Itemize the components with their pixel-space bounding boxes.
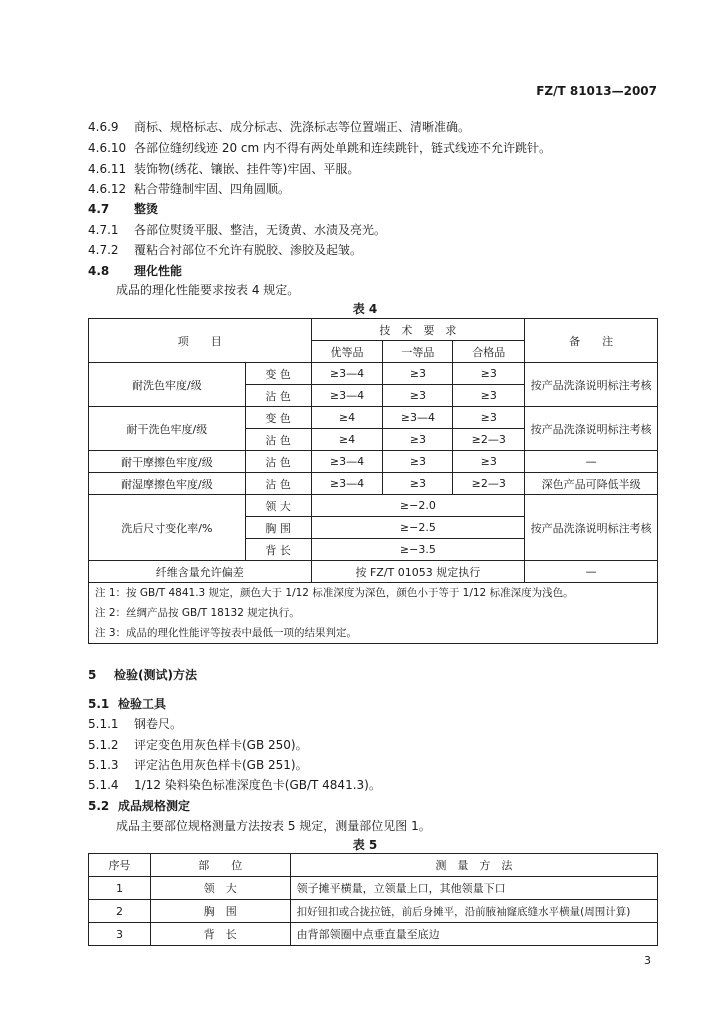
- cell-value: ≥3—4: [311, 473, 383, 495]
- clause: [88, 756, 308, 773]
- standard-number: FZ/T 81013—2007: [536, 84, 657, 98]
- clause-number: 5.1.2: [88, 738, 119, 752]
- header-tech-requirements: 技 术 要 求: [311, 319, 525, 341]
- cell-value: ≥3: [453, 363, 525, 385]
- cell-value: ≥3: [453, 451, 525, 473]
- row-item: 纤维含量允许偏差: [89, 561, 312, 583]
- clause-number: 5.1.1: [88, 717, 119, 731]
- row-sub: 领 大: [245, 495, 311, 517]
- cell-value: ≥2—3: [453, 429, 525, 451]
- clause: [88, 160, 359, 177]
- cell-value: ≥3—4: [383, 407, 453, 429]
- clause: [88, 715, 182, 732]
- row-item: 耐湿摩擦色牢度/级: [89, 473, 246, 495]
- section-heading: [88, 695, 166, 712]
- row-remark: 按产品洗涤说明标注考核: [525, 407, 658, 451]
- cell-part: 领 大: [150, 877, 290, 900]
- clause-text: 覆粘合衬部位不允许有脱胶、渗胶及起皱。: [134, 243, 363, 257]
- cell-value: ≥−3.5: [311, 539, 525, 561]
- clause-number: 4.7: [88, 202, 110, 216]
- section-heading: [88, 666, 197, 683]
- clause: [88, 180, 290, 197]
- clause-number: 4.6.10: [88, 141, 127, 155]
- clause-text: 整烫: [134, 202, 159, 216]
- table-note: 注 3：成品的理化性能评等按表中最低一项的结果判定。: [95, 627, 358, 639]
- clause: [88, 221, 386, 238]
- cell-value: ≥−2.5: [311, 517, 525, 539]
- cell-method: 由背部领圈中点垂直量至底边: [290, 923, 657, 946]
- header-method: 测 量 方 法: [290, 854, 657, 877]
- cell-value: ≥3: [383, 451, 453, 473]
- clause-text: 评定变色用灰色样卡(GB 250)。: [134, 738, 308, 752]
- cell-no: 2: [89, 900, 151, 923]
- section-heading: [88, 262, 182, 279]
- clause-text: 评定沾色用灰色样卡(GB 251)。: [134, 758, 308, 772]
- table-row: [89, 900, 658, 923]
- row-item: 洗后尺寸变化率/%: [89, 495, 246, 561]
- row-item: 耐干洗色牢度/级: [89, 407, 246, 451]
- header-part: 部 位: [150, 854, 290, 877]
- table-row: [89, 923, 658, 946]
- section-heading: [88, 797, 190, 814]
- table-note: 注 2：丝绸产品按 GB/T 18132 规定执行。: [95, 607, 300, 619]
- clause-number: 4.6.12: [88, 182, 127, 196]
- cell-value: 按 FZ/T 01053 规定执行: [311, 561, 525, 583]
- header-item: 项 目: [89, 319, 312, 363]
- clause-text: 商标、规格标志、成分标志、洗涤标志等位置端正、清晰准确。: [134, 120, 471, 134]
- clause-text: 粘合带缝制牢固、四角圆顺。: [134, 182, 291, 196]
- clause-text: 钢卷尺。: [134, 717, 183, 731]
- row-sub: 沾 色: [245, 385, 311, 407]
- header-grade-superior: 优等品: [311, 341, 383, 363]
- row-sub: 胸 围: [245, 517, 311, 539]
- clause: [88, 139, 551, 156]
- clause-number: 4.6.11: [88, 162, 127, 176]
- row-sub: 变 色: [245, 363, 311, 385]
- cell-part: 胸 围: [150, 900, 290, 923]
- cell-value: ≥3: [383, 385, 453, 407]
- header-remark: 备 注: [525, 319, 658, 363]
- cell-value: ≥3: [383, 429, 453, 451]
- section-heading: [88, 200, 158, 217]
- clause: [88, 241, 362, 258]
- row-sub: 沾 色: [245, 429, 311, 451]
- cell-method: 领子摊平横量，立领量上口，其他领量下口: [290, 877, 657, 900]
- clause-text: 各部位熨烫平服、整洁，无烫黄、水渍及亮光。: [134, 223, 387, 237]
- cell-value: ≥3: [383, 473, 453, 495]
- clause: [88, 776, 381, 793]
- paragraph: 成品主要部位规格测量方法按表 5 规定，测量部位见图 1。: [116, 819, 431, 833]
- row-item: 耐洗色牢度/级: [89, 363, 246, 407]
- cell-part: 背 长: [150, 923, 290, 946]
- clause-number: 4.7.2: [88, 243, 119, 257]
- cell-value: ≥4: [311, 407, 383, 429]
- clause-text: 检验工具: [118, 697, 167, 711]
- clause-text: 装饰物(绣花、镶嵌、挂件等)牢固、平服。: [134, 162, 360, 176]
- cell-value: ≥3: [453, 407, 525, 429]
- page-number: 3: [644, 954, 651, 967]
- clause-number: 5.2: [88, 799, 110, 813]
- row-sub: 变 色: [245, 407, 311, 429]
- table-4: [88, 318, 658, 644]
- row-remark: 按产品洗涤说明标注考核: [525, 495, 658, 561]
- cell-method: 扣好钮扣或合拢拉链，前后身摊平，沿前腋袖窿底缝水平横量(周围计算): [290, 900, 657, 923]
- cell-value: ≥−2.0: [311, 495, 525, 517]
- clause-number: 5: [88, 668, 97, 682]
- cell-no: 1: [89, 877, 151, 900]
- clause-number: 4.8: [88, 264, 110, 278]
- clause-number: 5.1.4: [88, 778, 119, 792]
- header-grade-qualified: 合格品: [453, 341, 525, 363]
- clause-text: 1/12 染料染色标准深度色卡(GB/T 4841.3)。: [134, 778, 381, 792]
- row-remark: —: [525, 561, 658, 583]
- clause-text: 检验(测试)方法: [114, 668, 197, 682]
- clause-number: 5.1.3: [88, 758, 119, 772]
- clause: [88, 118, 470, 135]
- clause-text: 理化性能: [134, 264, 183, 278]
- cell-value: ≥3—4: [311, 385, 383, 407]
- clause: [88, 736, 308, 753]
- table-notes: [89, 583, 658, 644]
- cell-value: ≥4: [311, 429, 383, 451]
- row-sub: 沾 色: [245, 451, 311, 473]
- table-5: [88, 853, 658, 946]
- table-5-caption: 表 5: [352, 838, 378, 852]
- cell-value: ≥3—4: [311, 451, 383, 473]
- clause-text: 各部位缝纫线迹 20 cm 内不得有两处单跳和连续跳针，链式线迹不允许跳针。: [134, 141, 552, 155]
- header-grade-first: 一等品: [383, 341, 453, 363]
- row-item: 耐干摩擦色牢度/级: [89, 451, 246, 473]
- cell-no: 3: [89, 923, 151, 946]
- row-remark: —: [525, 451, 658, 473]
- paragraph: 成品的理化性能要求按表 4 规定。: [116, 283, 300, 297]
- clause-number: 4.6.9: [88, 120, 119, 134]
- clause-text: 成品规格测定: [118, 799, 191, 813]
- row-remark: 按产品洗涤说明标注考核: [525, 363, 658, 407]
- row-sub: 背 长: [245, 539, 311, 561]
- row-remark: 深色产品可降低半级: [525, 473, 658, 495]
- row-sub: 沾 色: [245, 473, 311, 495]
- table-note: 注 1：按 GB/T 4841.3 规定，颜色大于 1/12 标准深度为深色，颜色小于等于 1/12 标准深度为浅色。: [95, 587, 574, 599]
- cell-value: ≥3: [453, 385, 525, 407]
- table-4-caption: 表 4: [352, 302, 378, 316]
- header-no: 序号: [89, 854, 151, 877]
- cell-value: ≥2—3: [453, 473, 525, 495]
- clause-number: 4.7.1: [88, 223, 119, 237]
- table-row: [89, 877, 658, 900]
- cell-value: ≥3—4: [311, 363, 383, 385]
- cell-value: ≥3: [383, 363, 453, 385]
- clause-number: 5.1: [88, 697, 110, 711]
